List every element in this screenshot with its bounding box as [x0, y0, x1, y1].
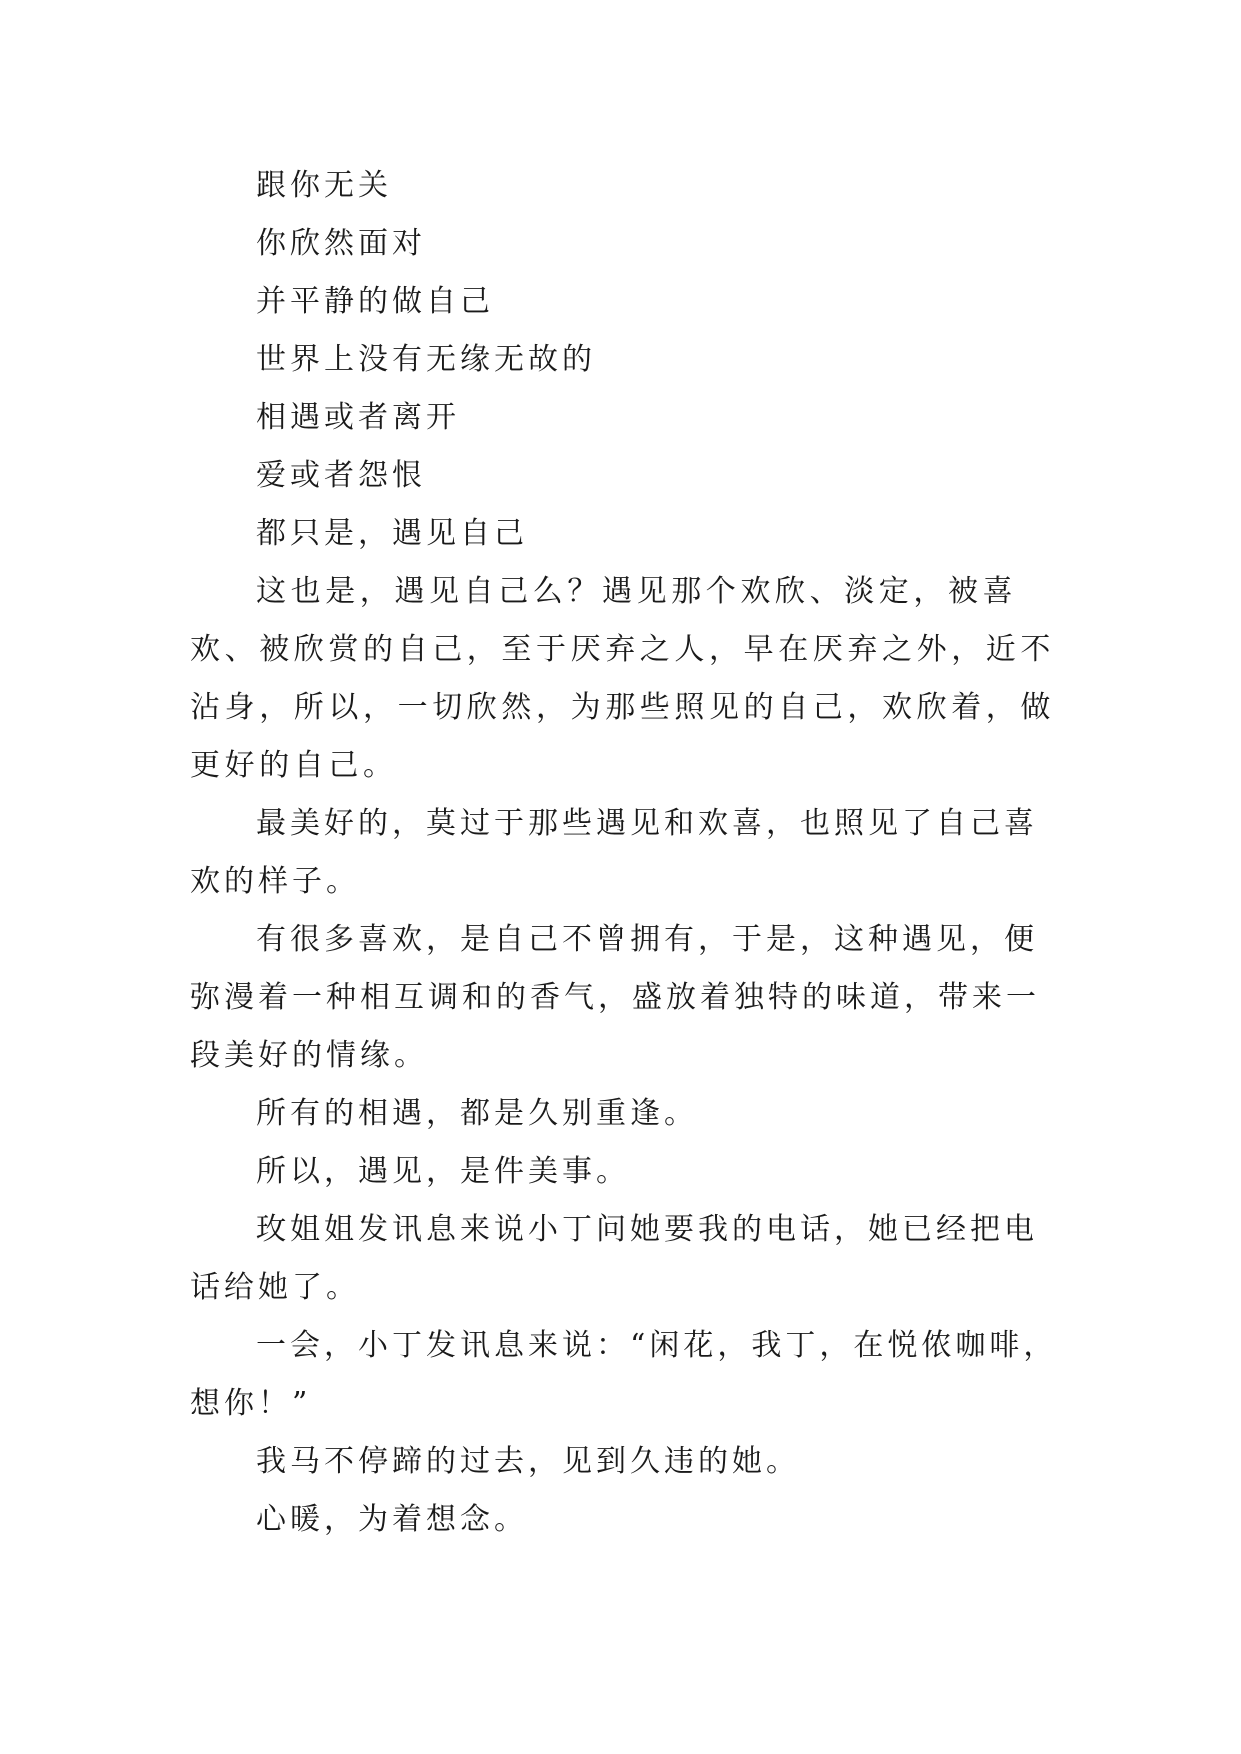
poem-line: 爱或者怨恨 — [256, 458, 426, 493]
paragraph: 一会，小丁发讯息来说：“闲花，我丁，在悦侬咖啡，想你！” — [190, 1328, 1058, 1421]
poem-line: 跟你无关 — [256, 168, 392, 203]
poem-line: 相遇或者离开 — [256, 400, 460, 435]
poem-line: 你欣然面对 — [256, 226, 426, 261]
paragraph: 所有的相遇，都是久别重逢。 — [256, 1096, 698, 1131]
poem-line: 都只是，遇见自己 — [256, 516, 528, 551]
paragraph: 这也是，遇见自己么？遇见那个欢欣、淡定，被喜欢、被欣赏的自己，至于厌弃之人，早在厌弃之外，近不沾身，所以，一切欣然，为那些照见的自己，欢欣着，做更好的自己。 — [190, 574, 1055, 783]
paragraph: 有很多喜欢，是自己不曾拥有，于是，这种遇见，便弥漫着一种相互调和的香气，盛放着独特的味道，带来一段美好的情缘。 — [190, 922, 1040, 1073]
paragraph: 我马不停蹄的过去，见到久违的她。 — [256, 1444, 800, 1479]
paragraph: 心暖，为着想念。 — [256, 1502, 528, 1537]
poem-line: 并平静的做自己 — [256, 284, 494, 319]
document-body — [190, 157, 1070, 1549]
poem-line: 世界上没有无缘无故的 — [256, 342, 596, 377]
paragraph: 所以，遇见，是件美事。 — [256, 1154, 630, 1189]
paragraph: 玫姐姐发讯息来说小丁问她要我的电话，她已经把电话给她了。 — [190, 1212, 1038, 1305]
paragraph: 最美好的，莫过于那些遇见和欢喜，也照见了自己喜欢的样子。 — [190, 806, 1038, 899]
